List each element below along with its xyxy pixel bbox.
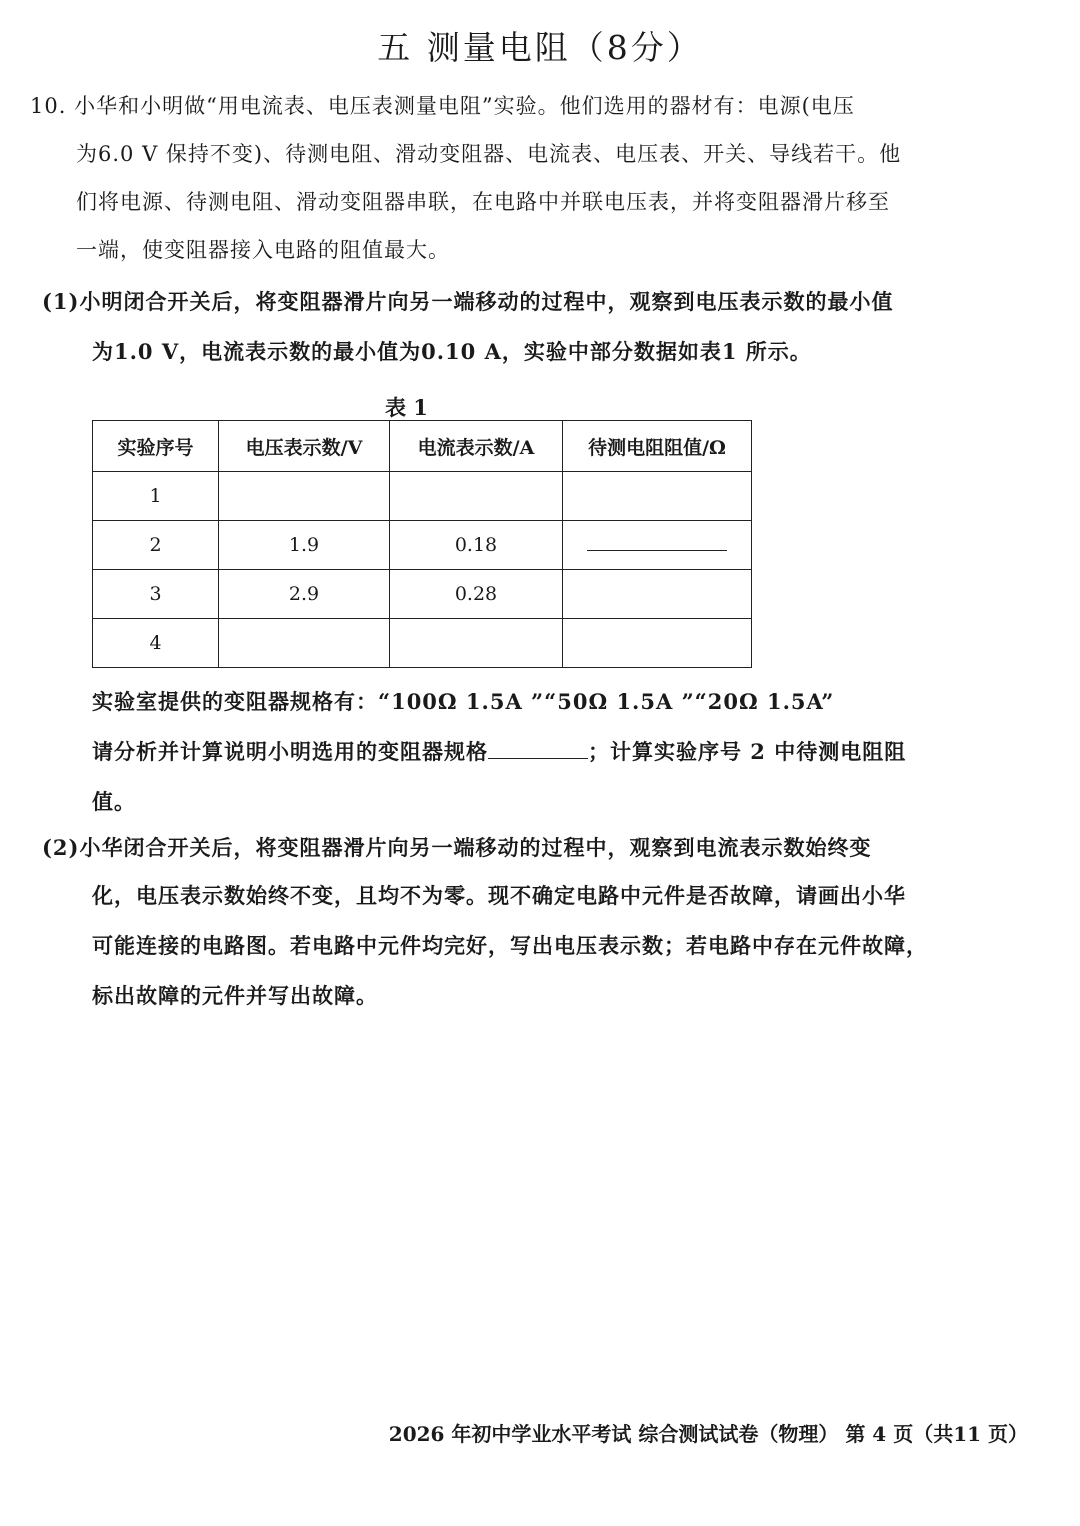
spec-answer-blank[interactable] [488, 738, 588, 759]
cell-resistance [563, 472, 752, 521]
table-header-row [93, 421, 752, 472]
part2-line-2: 化，电压表示数始终不变，且均不为零。现不确定电路中元件是否故障，请画出小华 [92, 883, 906, 908]
part1-line-1: (1)小明闭合开关后，将变阻器滑片向另一端移动的过程中，观察到电压表示数的最小值 [42, 289, 894, 314]
problem-line-4: 一端，使变阻器接入电路的阻值最大。 [76, 238, 450, 262]
table-row [93, 472, 752, 521]
question-text-after: ；计算实验序号 2 中待测电阻阻 [588, 739, 907, 764]
part1-line-2: 为1.0 V，电流表示数的最小值为0.10 A，实验中部分数据如表1 所示。 [92, 339, 812, 364]
table-caption: 表 1 [385, 395, 428, 420]
part2-line-1: (2)小华闭合开关后，将变阻器滑片向另一端移动的过程中，观察到电流表示数始终变 [42, 835, 872, 860]
cell-resistance [563, 619, 752, 668]
part1-question [92, 736, 906, 766]
answer-blank-line[interactable] [587, 536, 727, 551]
cell-resistance-answer-blank[interactable] [563, 521, 752, 570]
part1-question-end: 值。 [92, 789, 136, 814]
rheostat-specs: 实验室提供的变阻器规格有：“100Ω 1.5A ”“50Ω 1.5A ”“20Ω 1.5A” [92, 689, 835, 714]
page-footer: 2026 年初中学业水平考试 综合测试试卷（物理） 第 4 页（共11 页） [388, 1422, 1028, 1446]
problem-stem [30, 82, 901, 274]
cell-trial: 4 [93, 619, 219, 668]
cell-trial: 1 [93, 472, 219, 521]
cell-voltage [219, 472, 390, 521]
table-row [93, 619, 752, 668]
table-row [93, 570, 752, 619]
cell-voltage: 1.9 [219, 521, 390, 570]
problem-line-2: 为6.0 V 保持不变)、待测电阻、滑动变阻器、电流表、电压表、开关、导线若干。他 [76, 142, 902, 166]
cell-trial: 2 [93, 521, 219, 570]
data-table [92, 420, 752, 668]
part2-line-4: 标出故障的元件并写出故障。 [92, 983, 378, 1008]
problem-number: 10. [30, 94, 67, 118]
cell-voltage: 2.9 [219, 570, 390, 619]
problem-line-1 [30, 82, 901, 130]
header-resistance: 待测电阻阻值/Ω [563, 421, 752, 472]
question-text-before: 请分析并计算说明小明选用的变阻器规格 [92, 739, 488, 764]
cell-current [390, 472, 563, 521]
problem-line-3: 们将电源、待测电阻、滑动变阻器串联，在电路中并联电压表，并将变阻器滑片移至 [76, 190, 890, 214]
section-title: 五 测量电阻（8分） [377, 28, 703, 67]
header-current: 电流表示数/A [390, 421, 563, 472]
cell-voltage [219, 619, 390, 668]
cell-current: 0.28 [390, 570, 563, 619]
cell-current [390, 619, 563, 668]
cell-current: 0.18 [390, 521, 563, 570]
cell-trial: 3 [93, 570, 219, 619]
problem-text: 小华和小明做“用电流表、电压表测量电阻”实验。他们选用的器材有：电源(电压 [74, 94, 855, 118]
cell-resistance [563, 570, 752, 619]
header-trial: 实验序号 [93, 421, 219, 472]
part2-line-3: 可能连接的电路图。若电路中元件均完好，写出电压表示数；若电路中存在元件故障， [92, 933, 928, 958]
table-row [93, 521, 752, 570]
header-voltage: 电压表示数/V [219, 421, 390, 472]
